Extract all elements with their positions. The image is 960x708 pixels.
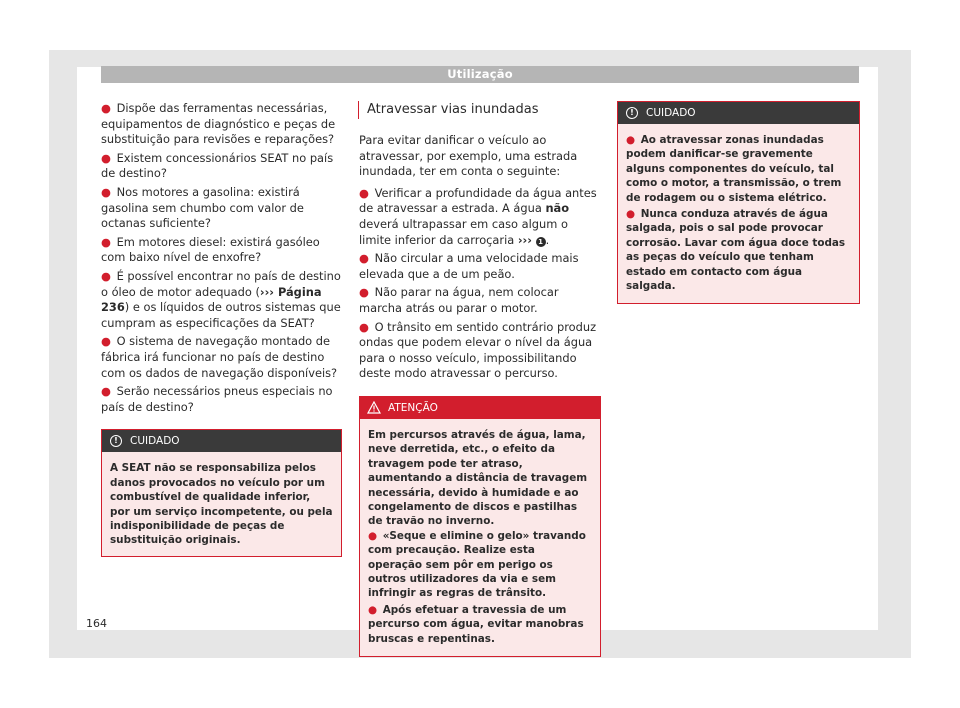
bullet-icon: ● (626, 208, 636, 221)
list-item-text: «Seque e elimine o gelo» travando com precaução. Realize esta operação sem pôr em perigo os outros utilizadores da via e sem infringir as regras de trânsito. (368, 529, 586, 600)
list-item-text: ) e os líquidos de outros sistemas que cumpram as especificações da SEAT? (101, 300, 341, 330)
bullet-icon: ● (101, 234, 111, 249)
middle-column (359, 101, 601, 657)
warning-number-icon: 1 (536, 237, 546, 247)
warning-header (360, 397, 600, 419)
list-item (101, 235, 342, 266)
bullet-icon: ● (101, 384, 111, 399)
section-title: Atravessar vias inundadas (358, 101, 601, 119)
bullet-icon: ● (368, 529, 378, 542)
list-item (359, 285, 601, 316)
bullet-icon: ● (359, 285, 369, 300)
list-item-text: Existem concessionários SEAT no país de destino? (101, 150, 334, 181)
list-item-text: Em motores diesel: existirá gasóleo com baixo nível de enxofre? (101, 234, 320, 265)
bullet-icon: ● (101, 184, 111, 199)
bullet-icon: ● (101, 101, 111, 115)
bullet-icon: ● (101, 268, 111, 283)
bullet-icon: ● (101, 150, 111, 165)
list-item-text: Serão necessários pneus especiais no país de destino? (101, 384, 333, 414)
list-item (101, 384, 342, 415)
bullet-icon: ● (359, 185, 369, 200)
intro-paragraph: Para evitar danificar o veículo ao atravessar, por exemplo, uma estrada inundada, ter em conta o seguinte: (359, 133, 578, 179)
caution-box (101, 429, 342, 556)
caution-header (618, 102, 859, 124)
list-item (101, 151, 342, 182)
list-item-text: Após efetuar a travessia de um percurso com água, evitar manobras bruscas e repentinas. (368, 603, 584, 645)
list-item-text: Nunca conduza através de água salgada, pois o sal pode provocar corrosão. Lavar com água doce todas as peças do veículo que tenham estado em contacto com água salgada. (626, 208, 846, 293)
section-header: Utilização (101, 66, 859, 83)
warning-box (359, 396, 601, 657)
page-number: 164 (86, 617, 107, 630)
list-item (626, 207, 851, 293)
left-column (101, 101, 342, 557)
caution-body (618, 124, 859, 303)
list-item-text: Não parar na água, nem colocar marcha atrás ou parar o motor. (359, 285, 559, 315)
right-column (617, 101, 860, 304)
caution-header (102, 430, 341, 452)
list-item-text: Ao atravessar zonas inundadas podem danificar-se gravemente alguns componentes do veículo, tal como o motor, a transmissão, o trem de rodagem ou o sistema elétrico. (626, 134, 842, 204)
list-item (101, 269, 342, 331)
page-reference-link[interactable]: ››› Página 236 (101, 284, 322, 315)
info-circle-icon: ! (110, 435, 122, 447)
list-item-text: É possível encontrar no país de destino o óleo de motor adequado ( (101, 268, 341, 299)
warning-reference-link[interactable]: ››› (517, 232, 532, 247)
warning-label: ATENÇÃO (388, 401, 438, 414)
list-item (359, 251, 601, 282)
list-item-text: O trânsito em sentido contrário produz ondas que podem elevar o nível da água para o nosso veículo, impossibilitando deste modo atravessar o percurso. (359, 319, 597, 381)
list-item (101, 334, 342, 381)
list-item (626, 133, 851, 205)
list-item: ● Verificar a profundidade da água antes de atravessar a estrada. A água não deverá ultrapassar em caso algum o limite inferior da carroçaria ››› 1 . (359, 185, 597, 247)
bullet-icon: ● (359, 251, 369, 266)
bullet-icon: ● (626, 134, 636, 146)
caution-label: CUIDADO (646, 107, 696, 119)
emphasis-text: não (545, 201, 570, 216)
warning-text: Em percursos através de água, lama, neve derretida, etc., o efeito da travagem pode ter atraso, aumentando a distância de travagem necessária, devido à humidade e ao congelamento de discos e pastilhas de travão no inverno. (368, 428, 588, 528)
caution-text: A SEAT não se responsabiliza pelos danos provocados no veículo por um combustível de qualidade inferior, por um serviço incompetente, ou pela indisponibilidade de peças de substituição originais. (110, 462, 333, 547)
list-item-text: Nos motores a gasolina: existirá gasolina sem chumbo com valor de octanas suficiente? (101, 184, 304, 231)
list-item-text: deverá ultrapassar em caso algum o limite inferior da carroçaria (359, 216, 568, 247)
list-item (101, 185, 342, 232)
caution-label: CUIDADO (130, 435, 180, 448)
list-item (101, 101, 342, 148)
warning-body (360, 419, 600, 656)
list-item (359, 320, 601, 382)
warning-triangle-icon (367, 401, 381, 414)
bullet-icon: ● (101, 334, 111, 349)
list-item-text: Não circular a uma velocidade mais elevada que a de um peão. (359, 251, 579, 281)
bullet-icon: ● (359, 319, 369, 334)
list-item-text: Dispõe das ferramentas necessárias, equipamentos de diagnóstico e peças de substituição para revisões e reparações? (101, 101, 336, 147)
list-item-text: Verificar a profundidade da água antes de atravessar a estrada. A água (359, 185, 597, 216)
list-item (368, 603, 592, 646)
caution-box (617, 101, 860, 304)
bullet-icon: ● (368, 603, 378, 616)
list-item (368, 529, 592, 601)
info-circle-icon: ! (626, 107, 638, 119)
list-item-text: O sistema de navegação montado de fábrica irá funcionar no país de destino com os dados de navegação disponíveis? (101, 334, 338, 380)
